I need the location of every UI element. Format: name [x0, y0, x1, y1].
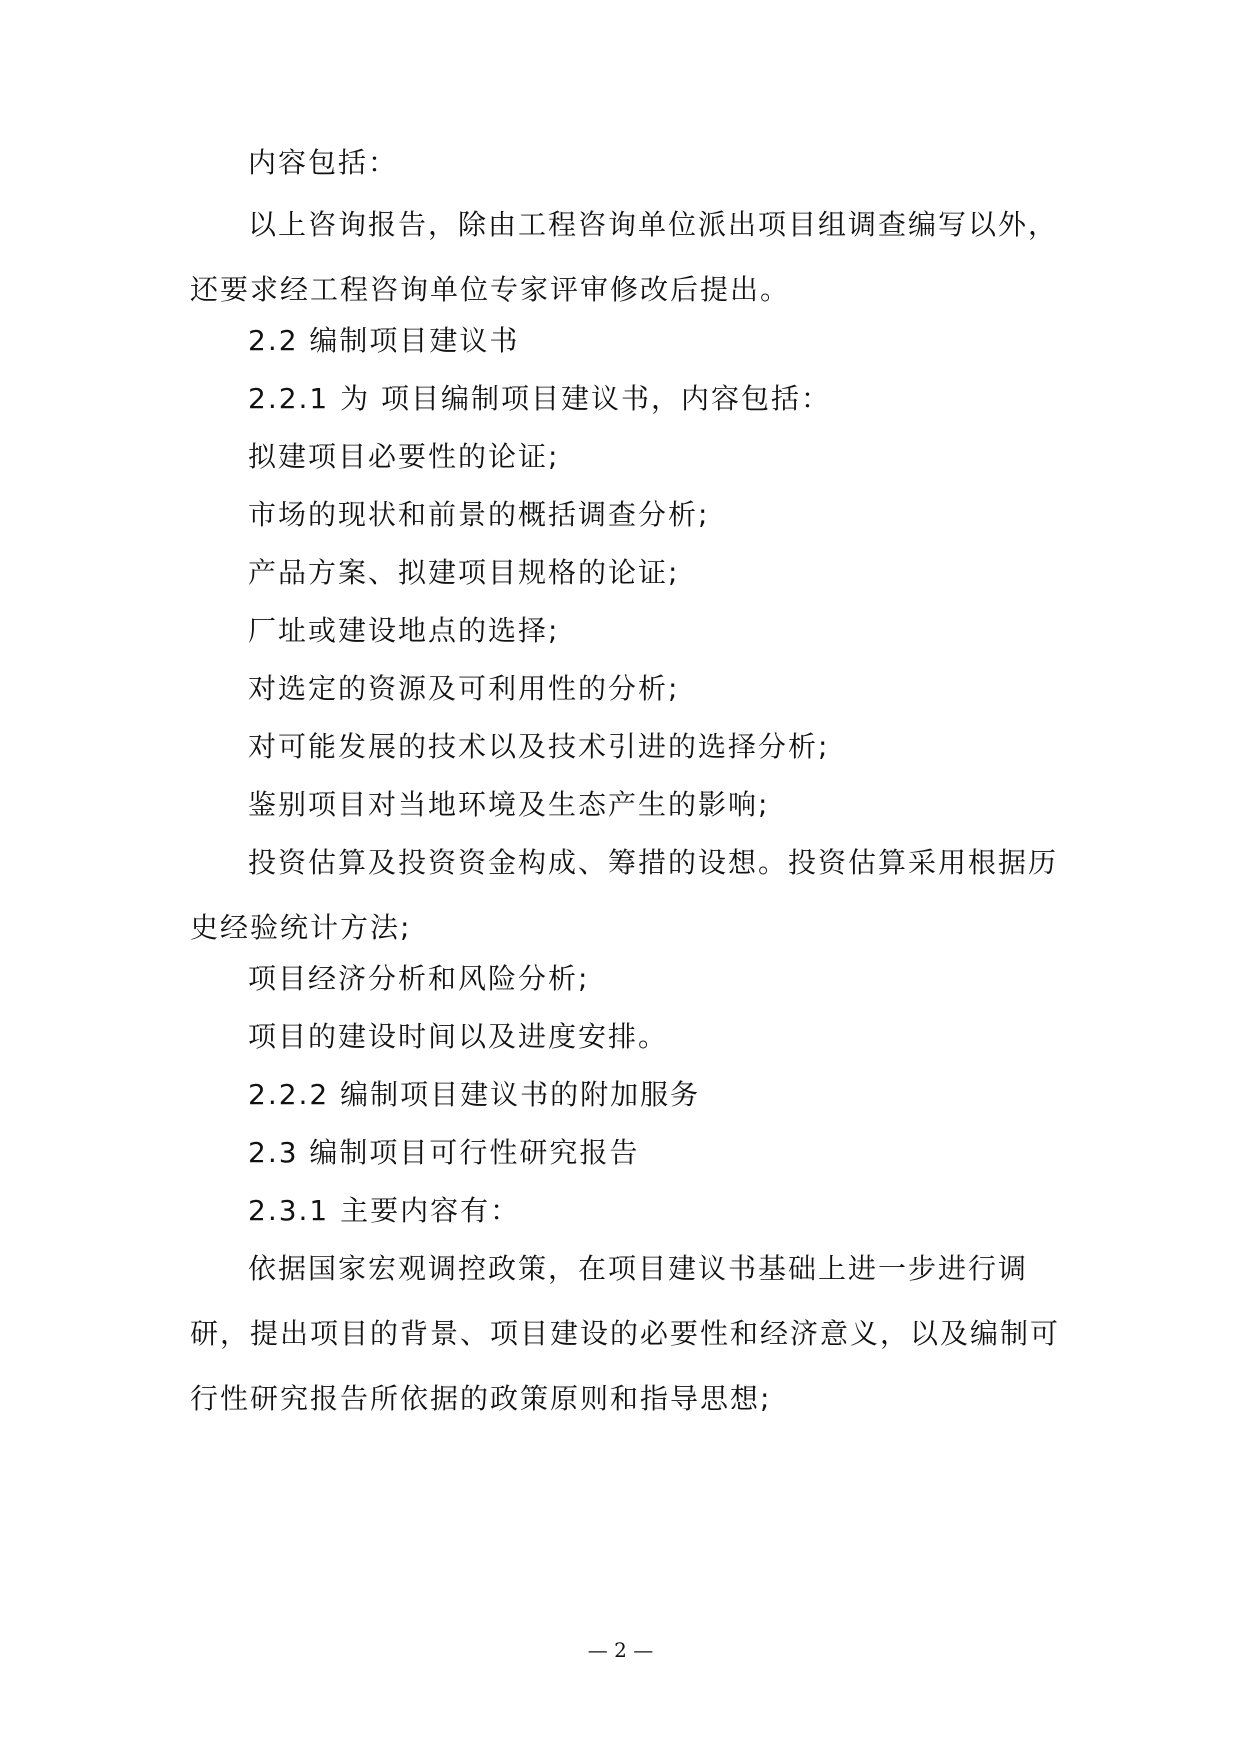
heading-2-3: 2.3 编制项目可行性研究报告	[248, 1136, 640, 1169]
list-item: 投资估算及投资资金构成、筹措的设想。投资估算采用根据历史经验统计方法;	[190, 846, 1059, 944]
paragraph-feasibility-basis: 依据国家宏观调控政策，在项目建议书基础上进一步进行调研，提出项目的背景、项目建设的必要性和经济意义，以及编制可行性研究报告所依据的政策原则和指导思想;	[190, 1252, 1061, 1415]
list-item: 市场的现状和前景的概括调查分析;	[248, 498, 710, 531]
heading-2-3-1: 2.3.1 主要内容有：	[248, 1194, 521, 1227]
heading-2-2-1: 2.2.1 为 项目编制项目建议书，内容包括：	[248, 382, 832, 415]
list-item: 项目的建设时间以及进度安排。	[248, 1020, 669, 1053]
heading-2-2-2: 2.2.2 编制项目建议书的附加服务	[248, 1078, 701, 1111]
list-item: 拟建项目必要性的论证;	[248, 440, 560, 473]
list-item: 厂址或建设地点的选择;	[248, 614, 560, 647]
list-item: 鉴别项目对当地环境及生态产生的影响;	[248, 788, 770, 821]
list-item: 对可能发展的技术以及技术引进的选择分析;	[248, 730, 830, 763]
paragraph-content-intro: 内容包括：	[248, 146, 399, 179]
page-number: — 2 —	[587, 1638, 654, 1662]
list-item: 产品方案、拟建项目规格的论证;	[248, 556, 680, 589]
list-item: 项目经济分析和风险分析;	[248, 962, 590, 995]
heading-2-2: 2.2 编制项目建议书	[248, 324, 520, 357]
list-item: 对选定的资源及可利用性的分析;	[248, 672, 680, 705]
paragraph-consulting-report: 以上咨询报告，除由工程咨询单位派出项目组调查编写以外，还要求经工程咨询单位专家评审修改后提出。	[190, 208, 1059, 306]
